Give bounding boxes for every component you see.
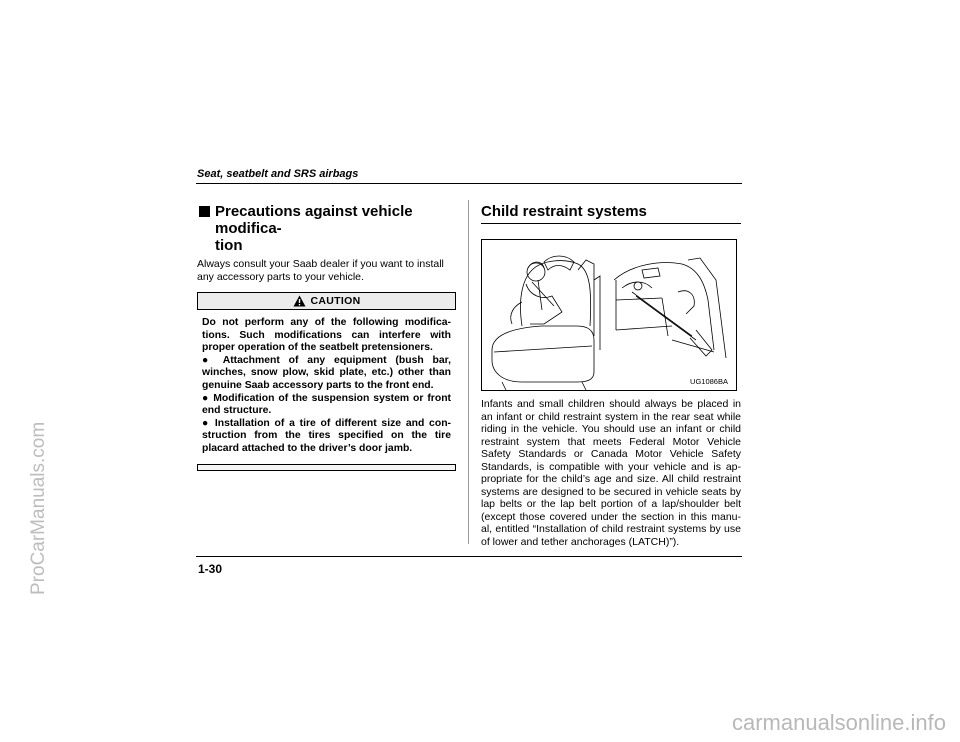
- caution-body: [197, 309, 456, 460]
- bullet-text: Modification of the suspension system or front end structure.: [202, 392, 452, 417]
- precautions-heading-text: [215, 203, 456, 254]
- caution-bullet: [202, 393, 451, 418]
- bottom-watermark: carmanualsonline.info: [731, 710, 946, 735]
- caution-footer-bar: [197, 464, 456, 471]
- intro-paragraph: Always consult your Saab dealer if you want to install any accessory parts to your vehicle.: [197, 258, 444, 283]
- caution-bullet: [202, 418, 451, 456]
- bullet-icon: ●: [202, 417, 211, 429]
- column-divider: [468, 200, 469, 544]
- left-column: [197, 203, 456, 471]
- child-restraint-heading: Child restraint systems: [481, 203, 741, 224]
- right-column: [481, 203, 741, 559]
- section-title: Seat, seatbelt and SRS airbags: [197, 168, 359, 180]
- caution-text: Do not perform any of the following modifica-tions. Such modifications can interfere with proper operation of the seatbelt pretensioners.: [202, 317, 451, 354]
- bullet-icon: ●: [202, 354, 215, 366]
- precautions-heading: [197, 203, 456, 254]
- caution-box: [197, 292, 456, 471]
- heading-line-1: Precautions against vehicle modifica-: [215, 203, 413, 237]
- page-number: 1-30: [198, 562, 223, 576]
- caution-bullet: [202, 355, 451, 393]
- bullet-text: Installation of a tire of different size and con-struction from the tires specified on the tire placard attached to the driver’s door jamb.: [202, 417, 451, 454]
- heading-line-2: tion: [215, 237, 243, 254]
- child-seat-illustration: [481, 239, 737, 391]
- bullet-text: Attachment of any equipment (bush bar, winches, snow plow, skid plate, etc.) other than genuine Saab accessory parts to the front end.: [202, 354, 452, 391]
- square-bullet-icon: [199, 206, 210, 217]
- caution-header: [197, 292, 456, 309]
- caution-label: CAUTION: [310, 295, 361, 307]
- bullet-icon: ●: [202, 392, 210, 404]
- header-rule: [196, 183, 742, 184]
- footer-rule: [196, 556, 742, 557]
- car-interior-drawing: [482, 240, 736, 390]
- child-restraint-paragraph: Infants and small children should always be placed in an infant or child restraint system in the rear seat while riding in the vehicle. You should use an infant or child restraint system that meets Federal Motor Vehicle Safety Standards or Canada Motor Vehicle Safety Standards, is compatible with your vehicle and is ap-propriate for the child’s age and size. All child restraint systems are designed to be secured in vehicle seats by lap belts or the lap belt portion of a lap/shoulder belt (except those covered under the section in this manu-al, entitled “Installation of child restraint systems by use of lower and tether anchorages (LATCH)”).: [481, 398, 741, 548]
- warning-triangle-icon: [293, 295, 306, 307]
- side-watermark-text: ProCarManuals.com: [28, 421, 49, 595]
- figure-code: UG1086BA: [690, 377, 728, 386]
